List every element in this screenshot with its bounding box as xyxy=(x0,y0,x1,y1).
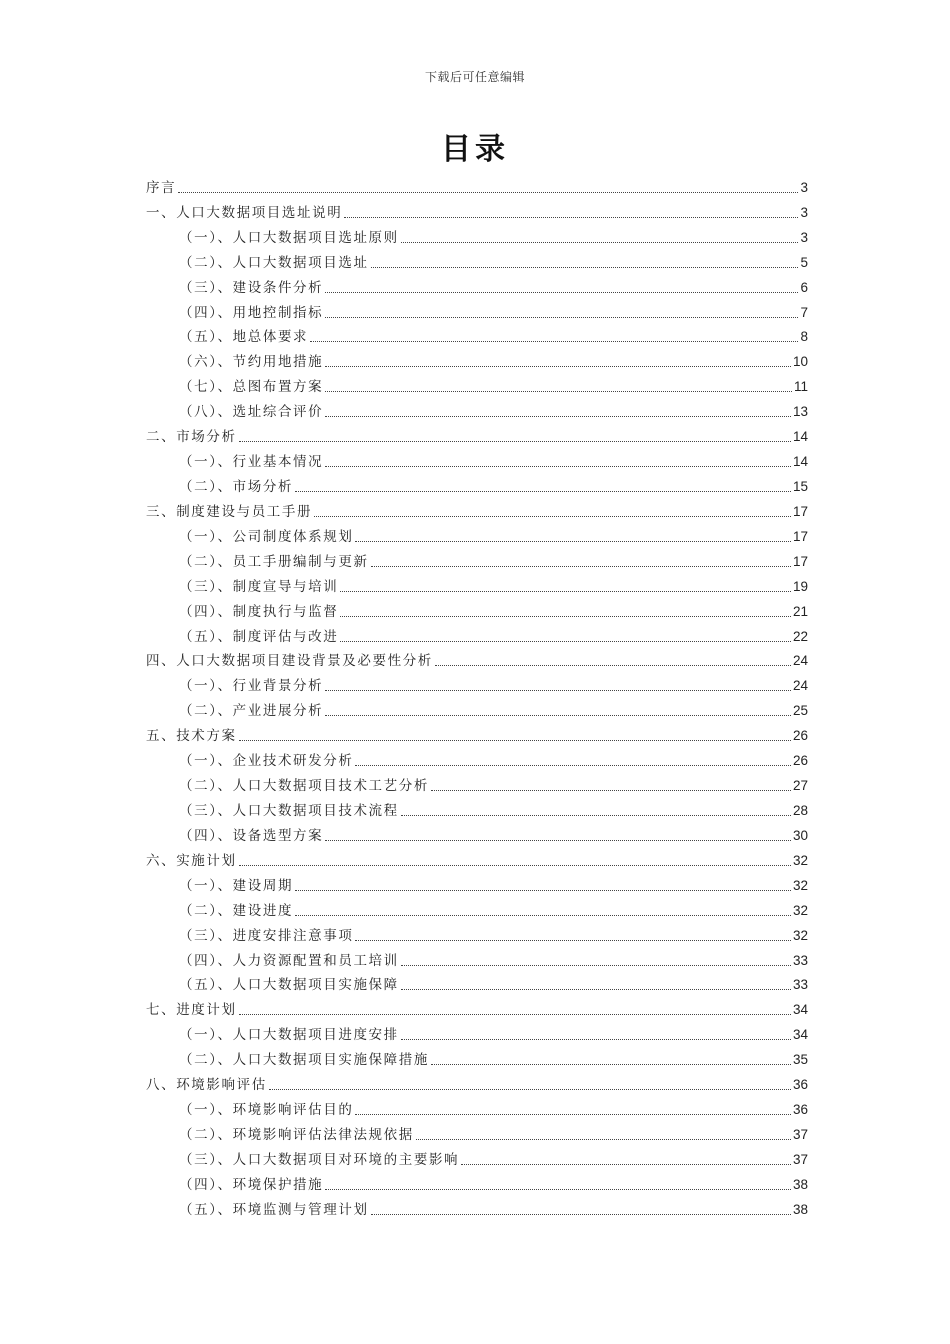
toc-entry-page-number: 24 xyxy=(792,653,808,669)
toc-dot-leader xyxy=(314,516,791,517)
toc-entry[interactable] xyxy=(146,299,808,324)
toc-entry-label: （三）、进度安排注意事项 xyxy=(179,927,354,944)
toc-entry-page-number: 5 xyxy=(800,254,808,270)
table-of-contents xyxy=(146,174,808,1221)
toc-entry-label: （一）、企业技术研发分析 xyxy=(179,753,354,770)
toc-entry-label: 五、技术方案 xyxy=(146,728,237,745)
toc-entry[interactable] xyxy=(146,548,808,573)
toc-entry[interactable] xyxy=(146,199,808,224)
toc-dot-leader xyxy=(431,790,791,791)
toc-entry[interactable] xyxy=(146,598,808,623)
toc-entry[interactable] xyxy=(146,473,808,498)
toc-dot-leader xyxy=(401,965,791,966)
toc-entry-page-number: 35 xyxy=(792,1052,808,1068)
toc-entry[interactable] xyxy=(146,324,808,349)
toc-entry-label: （一）、建设周期 xyxy=(179,877,294,894)
toc-entry[interactable] xyxy=(146,797,808,822)
toc-entry-label: 七、进度计划 xyxy=(146,1002,237,1019)
toc-entry-label: （四）、制度执行与监督 xyxy=(179,603,339,620)
toc-entry-label: （二）、人口大数据项目实施保障措施 xyxy=(179,1052,429,1069)
toc-dot-leader xyxy=(340,641,791,642)
toc-entry[interactable] xyxy=(146,697,808,722)
toc-entry-label: （五）、地总体要求 xyxy=(179,329,309,346)
toc-dot-leader xyxy=(461,1164,791,1165)
toc-entry-label: （五）、人口大数据项目实施保障 xyxy=(179,977,399,994)
toc-entry-label: （三）、建设条件分析 xyxy=(179,279,324,296)
toc-entry-label: （七）、总图布置方案 xyxy=(179,379,324,396)
toc-dot-leader xyxy=(355,541,791,542)
toc-dot-leader xyxy=(295,491,791,492)
toc-entry-page-number: 11 xyxy=(793,379,808,395)
toc-entry-page-number: 15 xyxy=(792,478,808,494)
toc-entry-page-number: 33 xyxy=(792,977,808,993)
toc-dot-leader xyxy=(239,740,791,741)
toc-entry[interactable] xyxy=(146,822,808,847)
page-header: 下载后可任意编辑 xyxy=(424,70,525,84)
toc-entry-label: （二）、人口大数据项目选址 xyxy=(179,254,369,271)
toc-entry-page-number: 21 xyxy=(792,603,808,619)
toc-entry-label: 八、环境影响评估 xyxy=(146,1077,267,1094)
toc-entry-label: （一）、人口大数据项目选址原则 xyxy=(179,229,399,246)
toc-entry[interactable] xyxy=(146,398,808,423)
toc-entry-label: （三）、人口大数据项目对环境的主要影响 xyxy=(179,1151,460,1168)
toc-entry-label: （四）、用地控制指标 xyxy=(179,304,324,321)
toc-entry-label: （八）、选址综合评价 xyxy=(179,404,324,421)
toc-entry[interactable] xyxy=(146,523,808,548)
toc-entry-page-number: 36 xyxy=(792,1077,808,1093)
toc-entry-label: （三）、人口大数据项目技术流程 xyxy=(179,802,399,819)
toc-dot-leader xyxy=(239,441,791,442)
toc-entry[interactable] xyxy=(146,747,808,772)
toc-entry-page-number: 34 xyxy=(792,1002,808,1018)
toc-dot-leader xyxy=(435,665,791,666)
toc-dot-leader xyxy=(325,840,791,841)
toc-entry-label: （一）、行业基本情况 xyxy=(179,454,324,471)
toc-entry-page-number: 6 xyxy=(800,279,808,295)
toc-entry-page-number: 17 xyxy=(792,528,808,544)
toc-dot-leader xyxy=(239,1014,791,1015)
toc-entry-label: （一）、环境影响评估目的 xyxy=(179,1102,354,1119)
toc-dot-leader xyxy=(239,865,791,866)
toc-entry-page-number: 27 xyxy=(792,778,808,794)
toc-entry-page-number: 26 xyxy=(792,753,808,769)
toc-entry-label: （二）、人口大数据项目技术工艺分析 xyxy=(179,778,429,795)
toc-entry[interactable] xyxy=(146,972,808,997)
toc-entry-page-number: 32 xyxy=(792,852,808,868)
toc-entry[interactable] xyxy=(146,672,808,697)
toc-entry-page-number: 3 xyxy=(800,204,808,220)
toc-entry-page-number: 38 xyxy=(792,1201,808,1217)
toc-dot-leader xyxy=(401,1039,791,1040)
toc-dot-leader xyxy=(325,1189,791,1190)
toc-dot-leader xyxy=(340,616,791,617)
toc-entry-label: （二）、建设进度 xyxy=(179,902,294,919)
toc-entry-page-number: 36 xyxy=(792,1102,808,1118)
toc-dot-leader xyxy=(355,1114,791,1115)
toc-entry-page-number: 17 xyxy=(792,503,808,519)
toc-entry-page-number: 26 xyxy=(792,728,808,744)
toc-entry-page-number: 38 xyxy=(792,1176,808,1192)
toc-entry-label: 四、人口大数据项目建设背景及必要性分析 xyxy=(146,653,433,670)
toc-dot-leader xyxy=(325,317,798,318)
toc-entry-label: （二）、环境影响评估法律法规依据 xyxy=(179,1126,414,1143)
toc-entry[interactable] xyxy=(146,623,808,648)
toc-dot-leader xyxy=(431,1064,791,1065)
toc-dot-leader xyxy=(325,366,791,367)
toc-entry-label: （一）、行业背景分析 xyxy=(179,678,324,695)
toc-entry[interactable] xyxy=(146,423,808,448)
toc-dot-leader xyxy=(371,566,791,567)
toc-entry[interactable] xyxy=(146,897,808,922)
toc-dot-leader xyxy=(295,890,791,891)
toc-entry-label: 三、制度建设与员工手册 xyxy=(146,503,313,520)
toc-entry-page-number: 7 xyxy=(800,304,808,320)
toc-entry-label: 一、人口大数据项目选址说明 xyxy=(146,204,343,221)
toc-dot-leader xyxy=(401,242,799,243)
toc-entry-page-number: 37 xyxy=(792,1151,808,1167)
toc-entry-page-number: 32 xyxy=(792,902,808,918)
toc-entry-page-number: 17 xyxy=(792,553,808,569)
toc-dot-leader xyxy=(325,416,791,417)
toc-entry-label: （四）、环境保护措施 xyxy=(179,1176,324,1193)
toc-dot-leader xyxy=(325,715,791,716)
toc-dot-leader xyxy=(340,591,791,592)
toc-entry-page-number: 32 xyxy=(792,927,808,943)
toc-dot-leader xyxy=(269,1089,791,1090)
toc-entry-page-number: 32 xyxy=(792,877,808,893)
toc-entry-page-number: 25 xyxy=(792,703,808,719)
toc-entry-label: 二、市场分析 xyxy=(146,429,237,446)
toc-dot-leader xyxy=(325,391,792,392)
toc-entry[interactable] xyxy=(146,1096,808,1121)
toc-dot-leader xyxy=(310,341,798,342)
toc-entry[interactable] xyxy=(146,996,808,1021)
toc-entry-page-number: 10 xyxy=(792,354,808,370)
toc-dot-leader xyxy=(371,1214,791,1215)
toc-entry[interactable] xyxy=(146,922,808,947)
toc-dot-leader xyxy=(325,690,791,691)
toc-entry-page-number: 14 xyxy=(792,454,808,470)
toc-dot-leader xyxy=(416,1139,791,1140)
toc-entry[interactable] xyxy=(146,573,808,598)
toc-entry[interactable] xyxy=(146,847,808,872)
toc-entry[interactable] xyxy=(146,448,808,473)
toc-entry[interactable] xyxy=(146,1171,808,1196)
toc-entry[interactable] xyxy=(146,1046,808,1071)
toc-entry-label: 序言 xyxy=(146,179,177,196)
toc-entry[interactable] xyxy=(146,274,808,299)
toc-entry[interactable] xyxy=(146,249,808,274)
toc-entry-label: （四）、设备选型方案 xyxy=(179,827,324,844)
toc-dot-leader xyxy=(355,940,791,941)
toc-dot-leader xyxy=(325,292,798,293)
toc-entry[interactable] xyxy=(146,1021,808,1046)
toc-dot-leader xyxy=(401,989,791,990)
toc-entry-label: 六、实施计划 xyxy=(146,852,237,869)
toc-entry[interactable] xyxy=(146,722,808,747)
toc-entry[interactable] xyxy=(146,1071,808,1096)
toc-entry-page-number: 3 xyxy=(800,179,808,195)
toc-entry[interactable] xyxy=(146,348,808,373)
toc-title: 目录 xyxy=(441,132,509,167)
toc-entry-label: （二）、产业进展分析 xyxy=(179,703,324,720)
toc-entry[interactable] xyxy=(146,872,808,897)
toc-entry[interactable] xyxy=(146,1196,808,1221)
toc-entry-page-number: 22 xyxy=(792,628,808,644)
toc-entry-page-number: 8 xyxy=(800,329,808,345)
toc-entry-page-number: 37 xyxy=(792,1126,808,1142)
toc-entry-label: （五）、环境监测与管理计划 xyxy=(179,1201,369,1218)
toc-entry[interactable] xyxy=(146,373,808,398)
toc-entry-label: （二）、员工手册编制与更新 xyxy=(179,553,369,570)
toc-entry-page-number: 33 xyxy=(792,952,808,968)
toc-entry[interactable] xyxy=(146,772,808,797)
toc-entry[interactable] xyxy=(146,498,808,523)
toc-entry-page-number: 3 xyxy=(800,229,808,245)
toc-entry-page-number: 28 xyxy=(792,802,808,818)
toc-entry-label: （四）、人力资源配置和员工培训 xyxy=(179,952,399,969)
toc-entry[interactable] xyxy=(146,224,808,249)
toc-entry-page-number: 19 xyxy=(792,578,808,594)
toc-entry-page-number: 24 xyxy=(792,678,808,694)
toc-entry-label: （三）、制度宣导与培训 xyxy=(179,578,339,595)
toc-entry[interactable] xyxy=(146,648,808,673)
toc-entry[interactable] xyxy=(146,1146,808,1171)
toc-dot-leader xyxy=(325,466,791,467)
toc-entry-page-number: 14 xyxy=(792,429,808,445)
toc-entry-label: （一）、公司制度体系规划 xyxy=(179,528,354,545)
toc-entry-label: （二）、市场分析 xyxy=(179,478,294,495)
toc-dot-leader xyxy=(295,915,791,916)
toc-dot-leader xyxy=(401,815,791,816)
toc-entry-page-number: 34 xyxy=(792,1027,808,1043)
toc-entry-page-number: 13 xyxy=(792,404,808,420)
toc-dot-leader xyxy=(178,192,798,193)
toc-entry[interactable] xyxy=(146,1121,808,1146)
toc-dot-leader xyxy=(371,267,799,268)
toc-entry-label: （六）、节约用地措施 xyxy=(179,354,324,371)
toc-entry-page-number: 30 xyxy=(792,827,808,843)
toc-entry-label: （一）、人口大数据项目进度安排 xyxy=(179,1027,399,1044)
toc-dot-leader xyxy=(344,217,798,218)
toc-entry[interactable] xyxy=(146,947,808,972)
toc-entry-label: （五）、制度评估与改进 xyxy=(179,628,339,645)
toc-dot-leader xyxy=(355,765,791,766)
toc-entry[interactable] xyxy=(146,174,808,199)
